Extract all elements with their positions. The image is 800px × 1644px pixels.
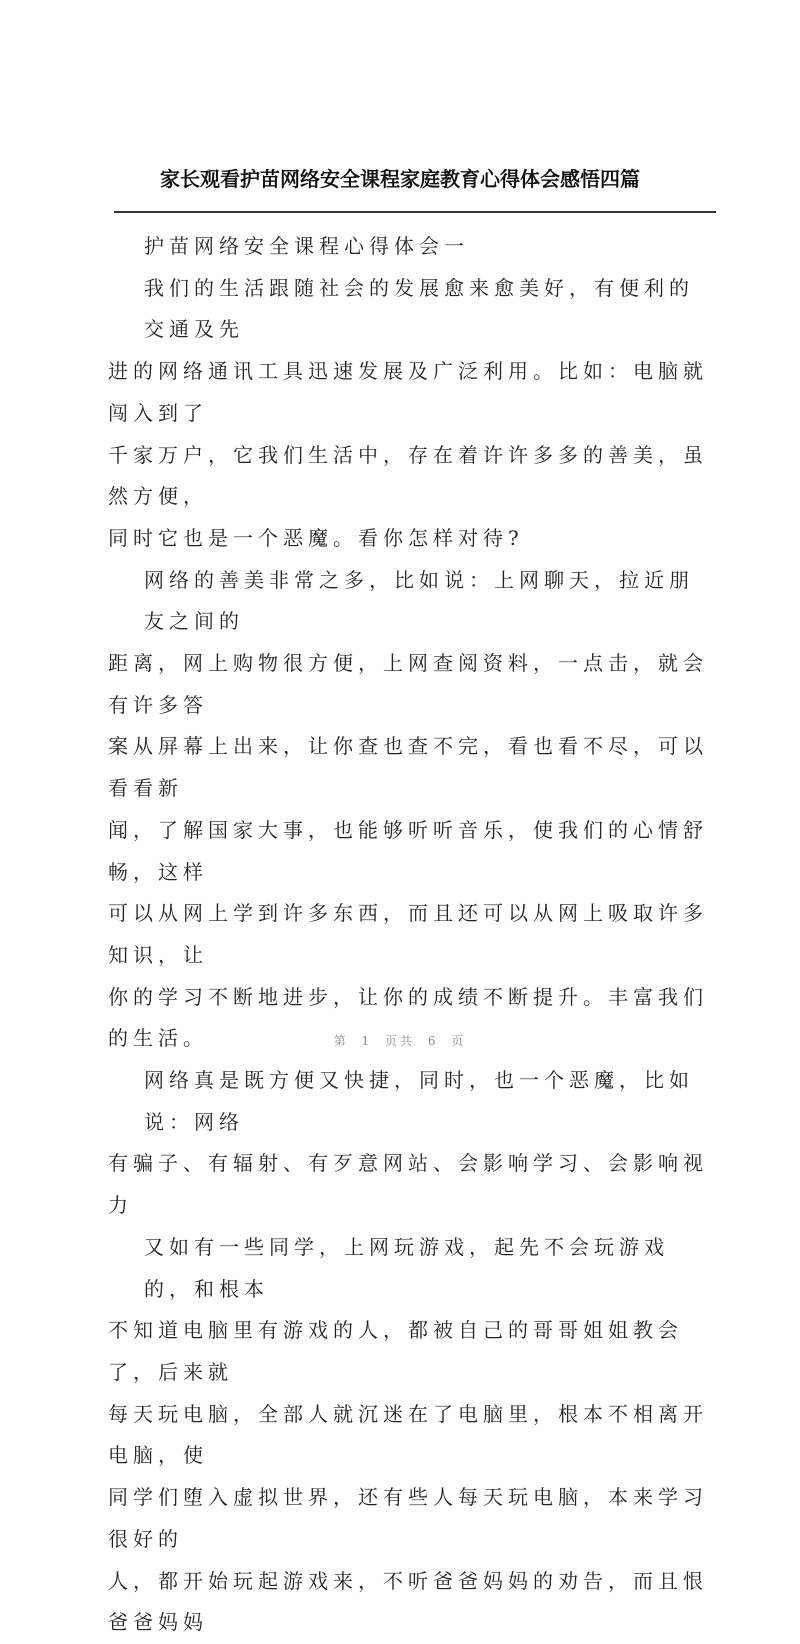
text-line: 有骗子、有辐射、有歹意网站、会影响学习、会影响视力 [108, 1151, 708, 1218]
paragraph [108, 268, 716, 560]
text-line: 案从屏幕上出来，让你查也查不完，看也看不尽，可以看看新 [108, 734, 708, 801]
paragraph [108, 1227, 716, 1644]
paragraph [108, 560, 716, 1060]
section-heading [108, 226, 716, 268]
text-line: 又如有一些同学，上网玩游戏，起先不会玩游戏的，和根本 [144, 1234, 669, 1301]
text-line: 同学们堕入虚拟世界，还有些人每天玩电脑，本来学习很好的 [108, 1485, 708, 1551]
document-title: 家长观看护苗网络安全课程家庭教育心得体会感悟四篇 [160, 167, 640, 191]
paragraph [108, 1060, 716, 1227]
text-line: 网络真是既方便又快捷，同时，也一个恶魔，比如说：网络 [144, 1068, 694, 1134]
text-line: 你的学习不断地进步，让你的成绩不断提升。丰富我们的生活。 [108, 984, 708, 1051]
text-line: 进的网络通讯工具迅速发展及广泛利用。比如：电脑就闯入到了 [108, 359, 708, 425]
text-line: 可以从网上学到许多东西，而且还可以从网上吸取许多知识，让 [108, 901, 708, 967]
text-line: 距离，网上购物很方便，上网查阅资料，一点击，就会有许多答 [108, 651, 708, 717]
text-line: 每天玩电脑，全部人就沉迷在了电脑里，根本不相离开电脑，使 [108, 1401, 708, 1468]
text-line: 护苗网络安全课程心得体会一 [144, 234, 469, 258]
text-line: 闻，了解国家大事，也能够听听音乐，使我们的心情舒畅，这样 [108, 817, 708, 884]
text-line: 同时它也是一个恶魔。看你怎样对待? [108, 525, 524, 550]
title-divider [114, 211, 716, 213]
page-number: 第 1 页共 6 页 [333, 1034, 467, 1048]
text-line: 我们的生活跟随社会的发展愈来愈美好，有便利的交通及先 [144, 275, 694, 342]
document-body [108, 226, 716, 1644]
text-line: 网络的善美非常之多，比如说：上网聊天，拉近朋友之间的 [144, 567, 694, 634]
text-line: 千家万户，它我们生活中，存在着许许多多的善美，虽然方便， [108, 442, 708, 509]
text-line: 人，都开始玩起游戏来，不听爸爸妈妈的劝告，而且恨爸爸妈妈 [108, 1568, 708, 1635]
text-line: 不知道电脑里有游戏的人，都被自己的哥哥姐姐教会了，后来就 [108, 1318, 683, 1384]
